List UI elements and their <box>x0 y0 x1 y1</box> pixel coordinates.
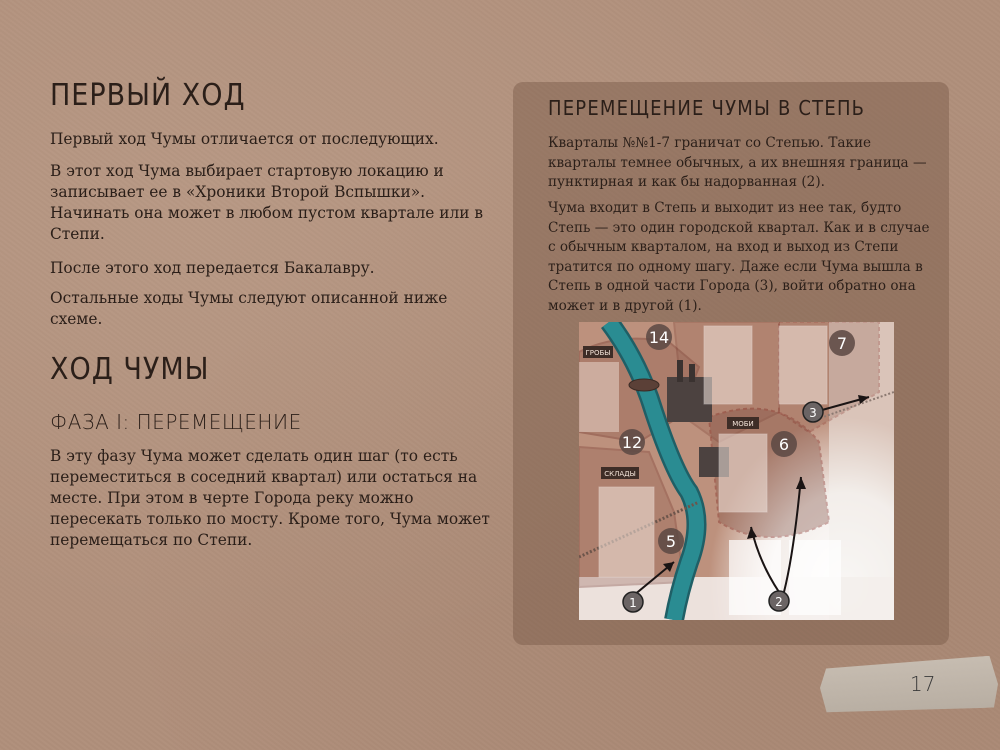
paragraph-other-turns: Остальные ходы Чумы следуют описанной ниже схеме. <box>50 289 448 328</box>
panel-text-steppe-movement: Чума входит в Степь и выходит из нее так, будто Степь — это один городской квартал. Как и в случае с обычным кварталом, на вход и выход из Степи тратится по одному шагу. Даже если Чума вышла в Степь в одной части Города (3), войти обратно она может и в другой (1). <box>548 200 930 314</box>
panel-heading-steppe: ПЕРЕМЕЩЕНИЕ ЧУМЫ В СТЕПЬ <box>548 96 866 120</box>
sign-warehouses-label: СКЛАДЫ <box>604 470 636 478</box>
district-number: 5 <box>665 532 677 551</box>
page-number-tape <box>819 655 999 716</box>
marker-3: 3 <box>809 406 817 420</box>
paragraph-turn-passes: После этого ход передается Бакалавру. <box>50 259 375 277</box>
marker-2: 2 <box>775 595 783 609</box>
sign-mobi-label: МОБИ <box>732 420 754 428</box>
sign-coffins-label: ГРОБЫ <box>585 349 611 357</box>
district-number: 6 <box>778 435 790 454</box>
city-map-illustration <box>579 322 894 620</box>
heading-plague-turn: ХОД ЧУМЫ <box>50 352 210 387</box>
heading-first-turn: ПЕРВЫЙ ХОД <box>50 78 246 113</box>
district-number: 14 <box>648 328 670 347</box>
heading-phase-movement: ФАЗА I: ПЕРЕМЕЩЕНИЕ <box>50 410 302 434</box>
paragraph-phase-movement: В эту фазу Чума может сделать один шаг (то есть переместиться в соседний квартал) или остаться на месте. При этом в черте Города реку можно пересекать только по мосту. Кроме того, Чума может перемещаться по Степи. <box>50 447 490 549</box>
page-number: 17 <box>910 672 936 696</box>
paragraph-first-turn-intro: Первый ход Чумы отличается от последующих. <box>50 130 439 148</box>
panel-text-border-districts: Кварталы №№1-7 граничат со Степью. Такие кварталы темнее обычных, а их внешняя граница — пунктирная и как бы надорванная (2). <box>548 135 927 190</box>
district-number: 7 <box>836 334 848 353</box>
marker-1: 1 <box>629 596 637 610</box>
district-number: 12 <box>621 433 643 452</box>
paragraph-start-location: В этот ход Чума выбирает стартовую локацию и записывает ее в «Хроники Второй Вспышки». Начинать она может в любом пустом квартале или в Степи. <box>50 162 484 243</box>
